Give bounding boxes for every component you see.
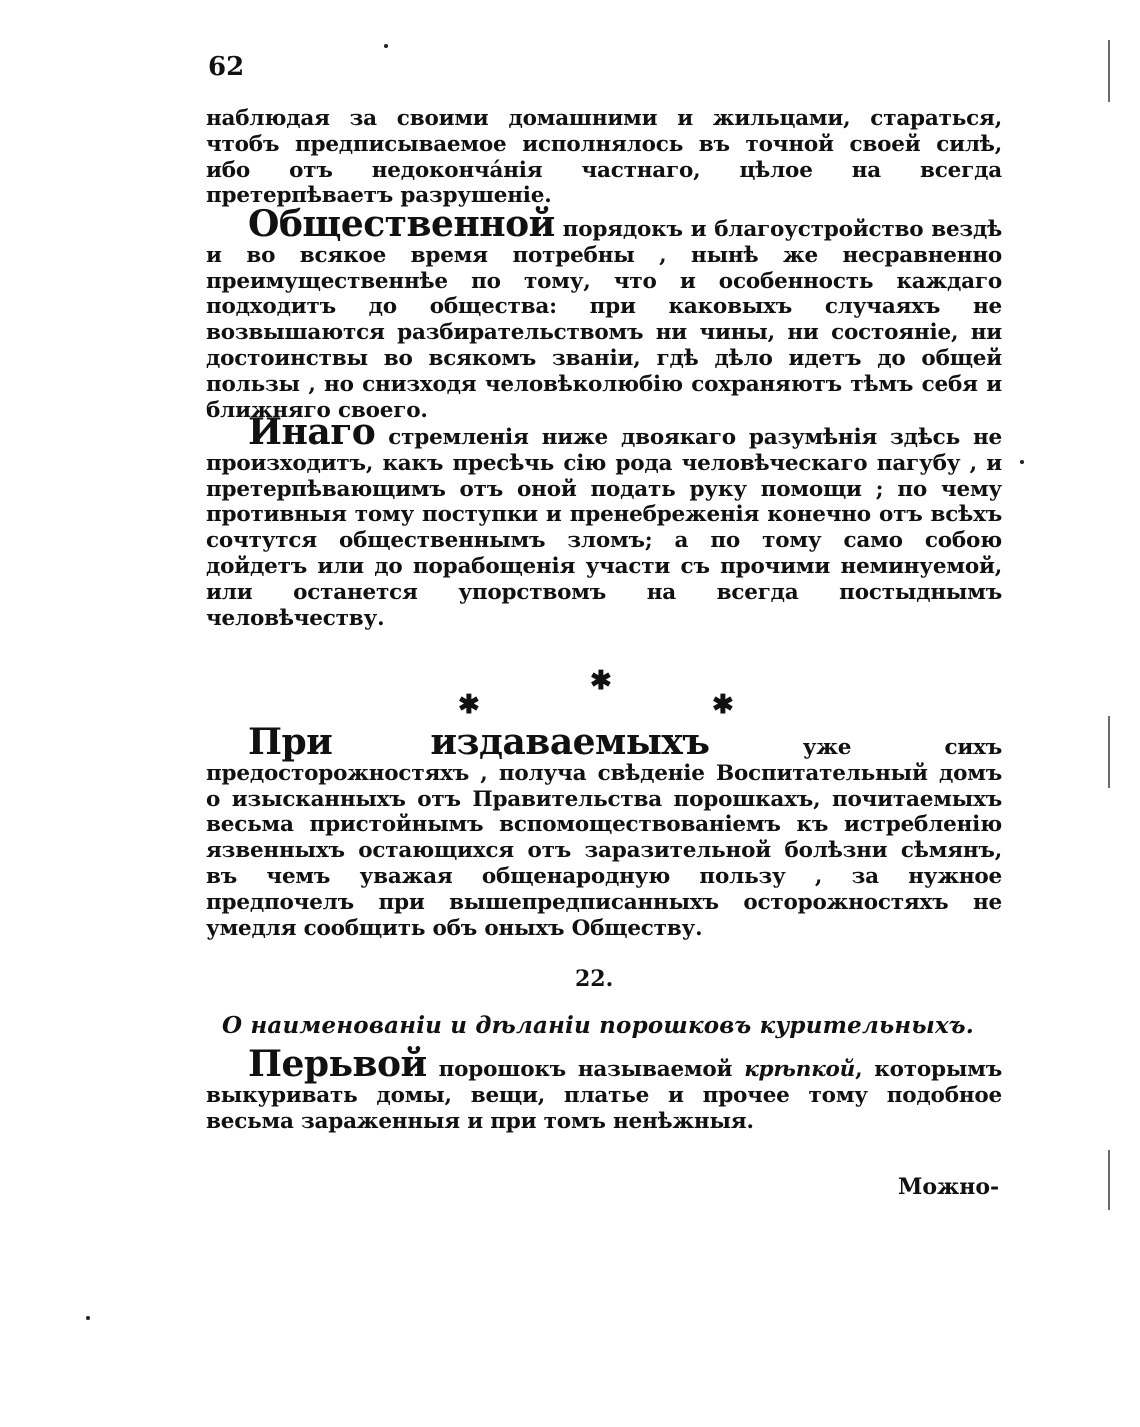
scan-edge-line [1108,1150,1110,1210]
paragraph-powders [206,721,1002,941]
section-heading: О наименованіи и дѣланіи порошковъ курительныхъ. [222,1012,975,1039]
catchword: Можно- [898,1174,1000,1200]
scan-edge-line [1108,40,1110,102]
scan-edge-line [1108,716,1110,788]
paragraph-body: стремленія ниже двоякаго разумѣнія здѣсь не произходитъ, какъ пресѣчь сію рода человѣческаго пагубу , и претерпѣвающимъ отъ оной подать руку помощи ; по чему противныя тому поступки и пренебреженія конечно отъ всѣхъ сочтутся общественнымъ зломъ; а по тому само собою дойдетъ или до порабощенія участи съ прочими неминуемой, или останется упорствомъ на всегда постыднымъ человѣчеству. [206,425,1002,631]
paragraph-public-order [206,203,1002,423]
scan-speck [86,1316,90,1320]
asterism-ornament-left: ✱ [458,690,480,720]
paragraph-lead-word: Общественной [248,203,555,245]
paragraph-body: , которымъ выкуривать домы, вещи, платье и прочее тому подобное весьма зараженныя и при томъ ненѣжныя. [206,1057,1002,1134]
paragraph-lead-word: Перьвой [248,1043,427,1085]
paragraph-first-powder [206,1043,1002,1134]
scan-speck [384,44,388,48]
paragraph-body: уже сихъ предосторожностяхъ , получа свѣденіе Воспитательный домъ о изысканныхъ отъ Правительства порошкахъ, почитаемыхъ весьма пристойнымъ вспомоществованіемъ къ истребленію язвенныхъ остающихся отъ заразительной болѣзни сѣмянъ, въ чемъ уважая общенародную пользу , за нужное предпочелъ при вышепредписанныхъ осторожностяхъ не умедля сообщить объ оныхъ Обществу. [206,735,1002,941]
page-number: 62 [208,52,245,82]
scan-speck [1020,460,1024,464]
emphasis-term: крѣпкой [744,1057,856,1082]
paragraph-lead-word: При издаваемыхъ [248,721,710,763]
paragraph-continuation: наблюдая за своими домашними и жильцами, стараться, чтобъ предписываемое исполнялось въ точной своей силѣ, ибо отъ недоконча́нія частнаго, цѣлое на всегда претерпѣваетъ разрушеніе. [206,106,1002,209]
paragraph-body: порядокъ и благоустройство вездѣ и во всякое время потребны , нынѣ же несравненно преимущественнѣе по тому, что и особенность каждаго подходитъ до общества: при каковыхъ случаяхъ не возвышаются разбирательствомъ ни чины, ни состояніе, ни достоинствы во всякомъ званіи, гдѣ дѣло идетъ до общей пользы , но снизходя человѣколюбію сохраняютъ тѣмъ себя и ближняго своего. [206,217,1002,423]
asterism-ornament-top: ✱ [590,666,612,696]
paragraph-intent [206,411,1002,631]
asterism-ornament-right: ✱ [712,690,734,720]
paragraph-body: порошокъ называемой [426,1057,745,1082]
section-number: 22. [575,966,614,992]
paragraph-lead-word: Инаго [248,411,376,453]
